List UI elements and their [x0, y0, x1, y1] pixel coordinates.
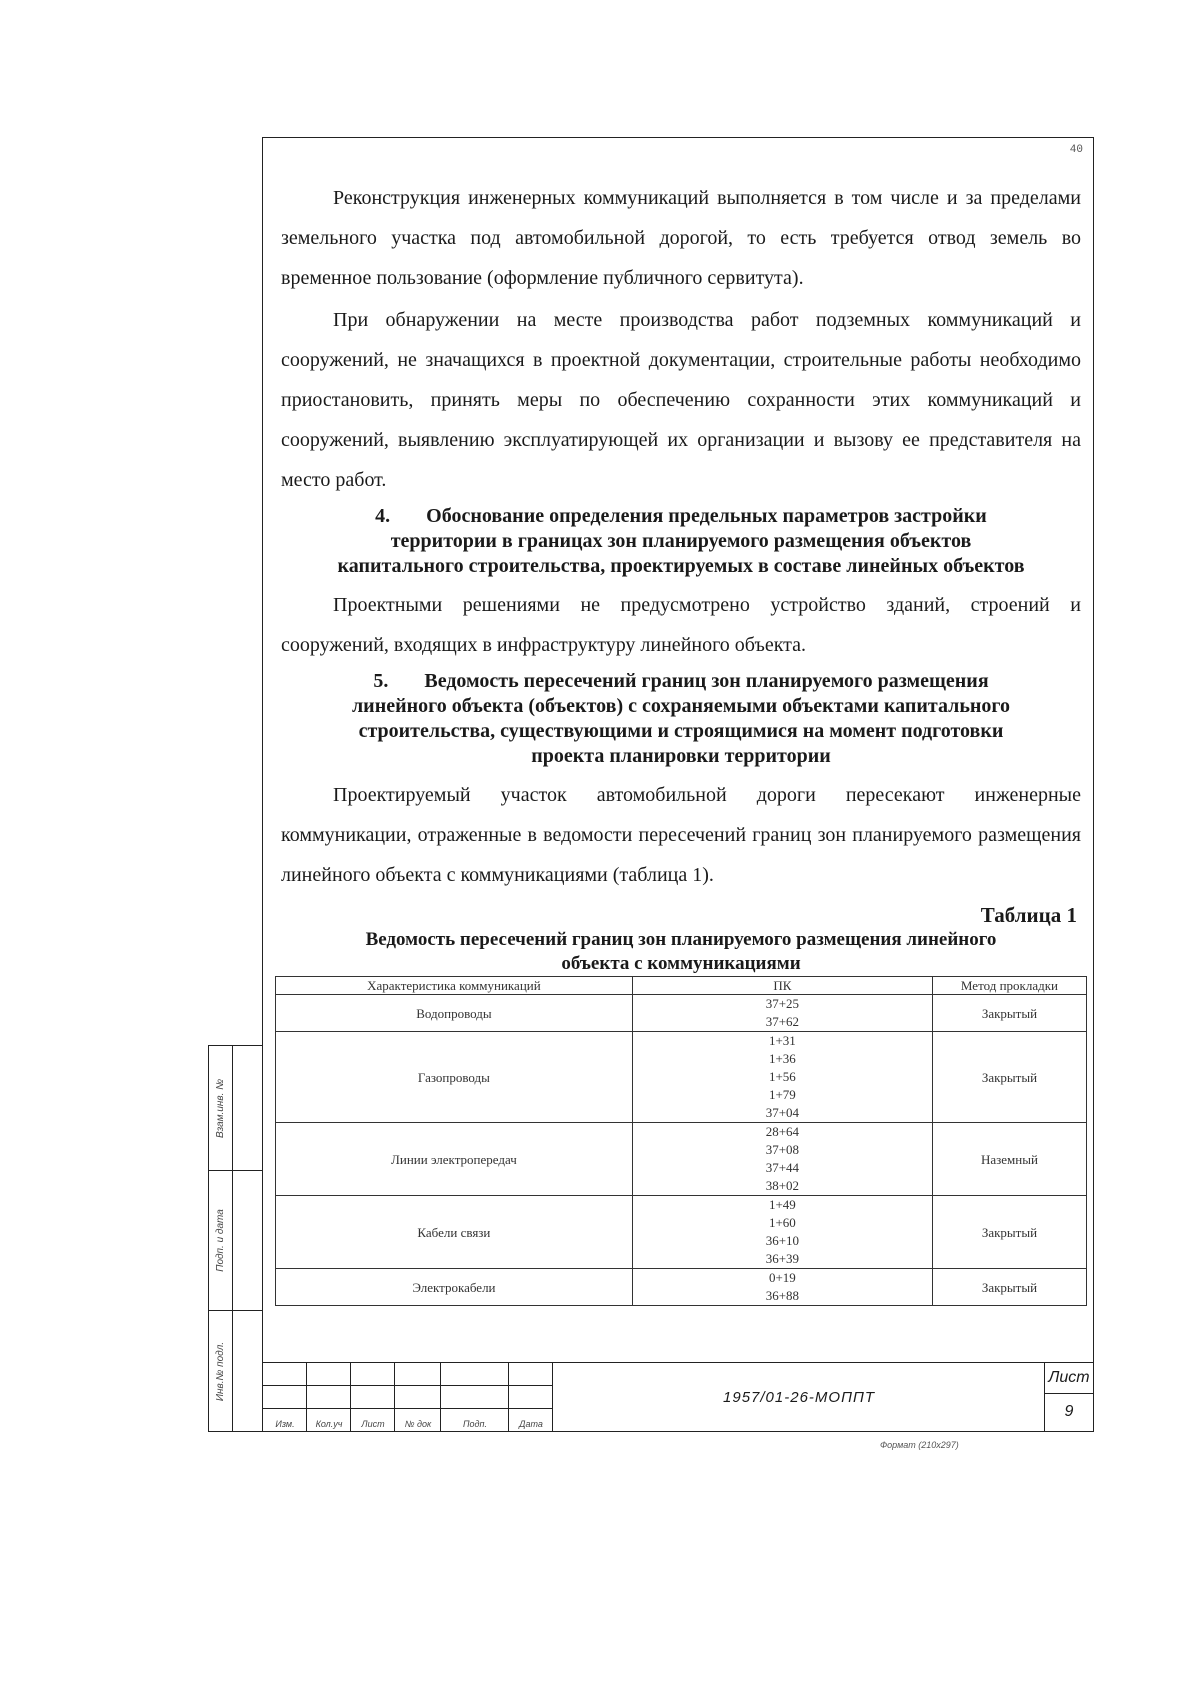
- tb-label: Лист: [361, 1419, 385, 1429]
- communication-name: Электрокабели: [276, 1269, 633, 1306]
- section-number: 5.: [373, 670, 389, 692]
- pk-value: 36+88: [765, 1288, 800, 1303]
- laying-method: Закрытый: [932, 1032, 1086, 1123]
- laying-method: Наземный: [932, 1123, 1086, 1196]
- column-header: Характеристика коммуникаций: [276, 977, 633, 995]
- section-number: 4.: [375, 505, 391, 527]
- page-content: [281, 178, 1081, 1306]
- tb-label: Кол.уч: [315, 1419, 343, 1429]
- heading-line: линейного объекта (объектов) с сохраняемыми объектами капитального: [351, 695, 1011, 717]
- paragraph: Проектными решениями не предусмотрено устройство зданий, строений и сооружений, входящих в инфраструктуру линейного объекта.: [281, 594, 1081, 656]
- pk-cell: [632, 1123, 932, 1196]
- stamp-label: Инв.№ подл.: [215, 1341, 226, 1401]
- heading-line: строительства, существующими и строящимися на момент подготовки: [358, 720, 1004, 742]
- paragraph: Проектируемый участок автомобильной дороги пересекают инженерные коммуникации, отраженные в ведомости пересечений границ зон планируемого размещения линейного объекта с коммуникациями (таблица 1).: [281, 784, 1081, 886]
- pk-value: 1+56: [768, 1069, 796, 1084]
- margin-stamps: [208, 1045, 262, 1432]
- pk-value: 37+08: [765, 1142, 800, 1157]
- laying-method: Закрытый: [932, 1196, 1086, 1269]
- pk-value: 37+04: [765, 1105, 800, 1120]
- table-row: [276, 1032, 1087, 1123]
- paragraph: Реконструкция инженерных коммуникаций выполняется в том числе и за пределами земельного участка под автомобильной дорогой, то есть требуется отвод земель во временное пользование (оформление публичного сервитута).: [281, 187, 1081, 289]
- stamp-vzam: [209, 1046, 262, 1171]
- table-header-row: [276, 977, 1087, 995]
- stamp-label: Подп. и дата: [215, 1209, 227, 1272]
- pk-value: 1+31: [768, 1033, 796, 1048]
- communication-name: Газопроводы: [276, 1032, 633, 1123]
- pk-value: 37+25: [765, 996, 800, 1011]
- table-row: [276, 1269, 1087, 1306]
- heading-line: проекта планировки территории: [531, 745, 831, 767]
- stamp-label: Взам.инв. №: [215, 1078, 227, 1138]
- pk-value: 1+79: [768, 1087, 796, 1102]
- table-caption: Таблица 1: [980, 903, 1077, 927]
- section-4-heading: [281, 502, 1081, 581]
- heading-line: территории в границах зон планируемого размещения объектов: [390, 530, 972, 552]
- pk-cell: [632, 995, 932, 1032]
- table-row: [276, 1196, 1087, 1269]
- column-header: Метод прокладки: [932, 977, 1086, 995]
- pk-value: 37+62: [765, 1014, 800, 1029]
- heading-line: Обоснование определения предельных параметров застройки: [426, 505, 987, 527]
- pk-value: 38+02: [765, 1178, 800, 1193]
- pk-cell: [632, 1196, 932, 1269]
- pk-value: 1+60: [768, 1215, 796, 1230]
- table-row: [276, 995, 1087, 1032]
- title-block-grid: [263, 1363, 553, 1431]
- heading-line: капитального строительства, проектируемых в составе линейных объектов: [337, 555, 1025, 577]
- sheet-label: Лист: [1045, 1363, 1093, 1394]
- column-header: ПК: [632, 977, 932, 995]
- pk-value: 36+39: [765, 1251, 800, 1266]
- title-block: [263, 1362, 1093, 1431]
- paragraph: При обнаружении на месте производства работ подземных коммуникаций и сооружений, не значащихся в проектной документации, строительные работы необходимо приостановить, принять меры по обеспечению сохранности этих коммуникаций и сооружений, выявлению эксплуатирующей их организации и вызову ее представителя на место работ.: [281, 309, 1081, 491]
- pk-value: 1+49: [768, 1197, 796, 1212]
- table-title: [281, 928, 1081, 976]
- section-5-heading: [281, 667, 1081, 771]
- table-row: [276, 1123, 1087, 1196]
- document-frame: [262, 137, 1094, 1432]
- pk-value: 28+64: [765, 1124, 800, 1139]
- laying-method: Закрытый: [932, 995, 1086, 1032]
- tb-label: Дата: [519, 1419, 543, 1429]
- communication-name: Кабели связи: [276, 1196, 633, 1269]
- pk-cell: [632, 1269, 932, 1306]
- pk-cell: [632, 1032, 932, 1123]
- pk-value: 1+36: [768, 1051, 796, 1066]
- tb-label: № док: [404, 1419, 432, 1429]
- stamp-inv: [209, 1311, 262, 1431]
- table-title-line: объекта с коммуникациями: [561, 953, 801, 974]
- pk-value: 37+44: [765, 1160, 800, 1175]
- pk-value: 36+10: [765, 1233, 800, 1248]
- sheet-number: 9: [1064, 1403, 1074, 1420]
- page-top-number: 40: [1069, 144, 1083, 156]
- format-note: Формат (210х297): [880, 1440, 959, 1450]
- table-title-line: Ведомость пересечений границ зон планируемого размещения линейного: [365, 929, 997, 950]
- tb-label: Изм.: [275, 1419, 295, 1429]
- communication-name: Водопроводы: [276, 995, 633, 1032]
- heading-line: Ведомость пересечений границ зон планируемого размещения: [424, 670, 989, 692]
- laying-method: Закрытый: [932, 1269, 1086, 1306]
- communication-name: Линии электропередач: [276, 1123, 633, 1196]
- sheet-cell: [1044, 1363, 1093, 1431]
- communications-table: [275, 976, 1087, 1306]
- tb-label: Подп.: [463, 1419, 487, 1429]
- pk-value: 0+19: [768, 1270, 796, 1285]
- stamp-podp: [209, 1171, 262, 1311]
- document-code: 1957/01-26-МОППТ: [723, 1388, 875, 1406]
